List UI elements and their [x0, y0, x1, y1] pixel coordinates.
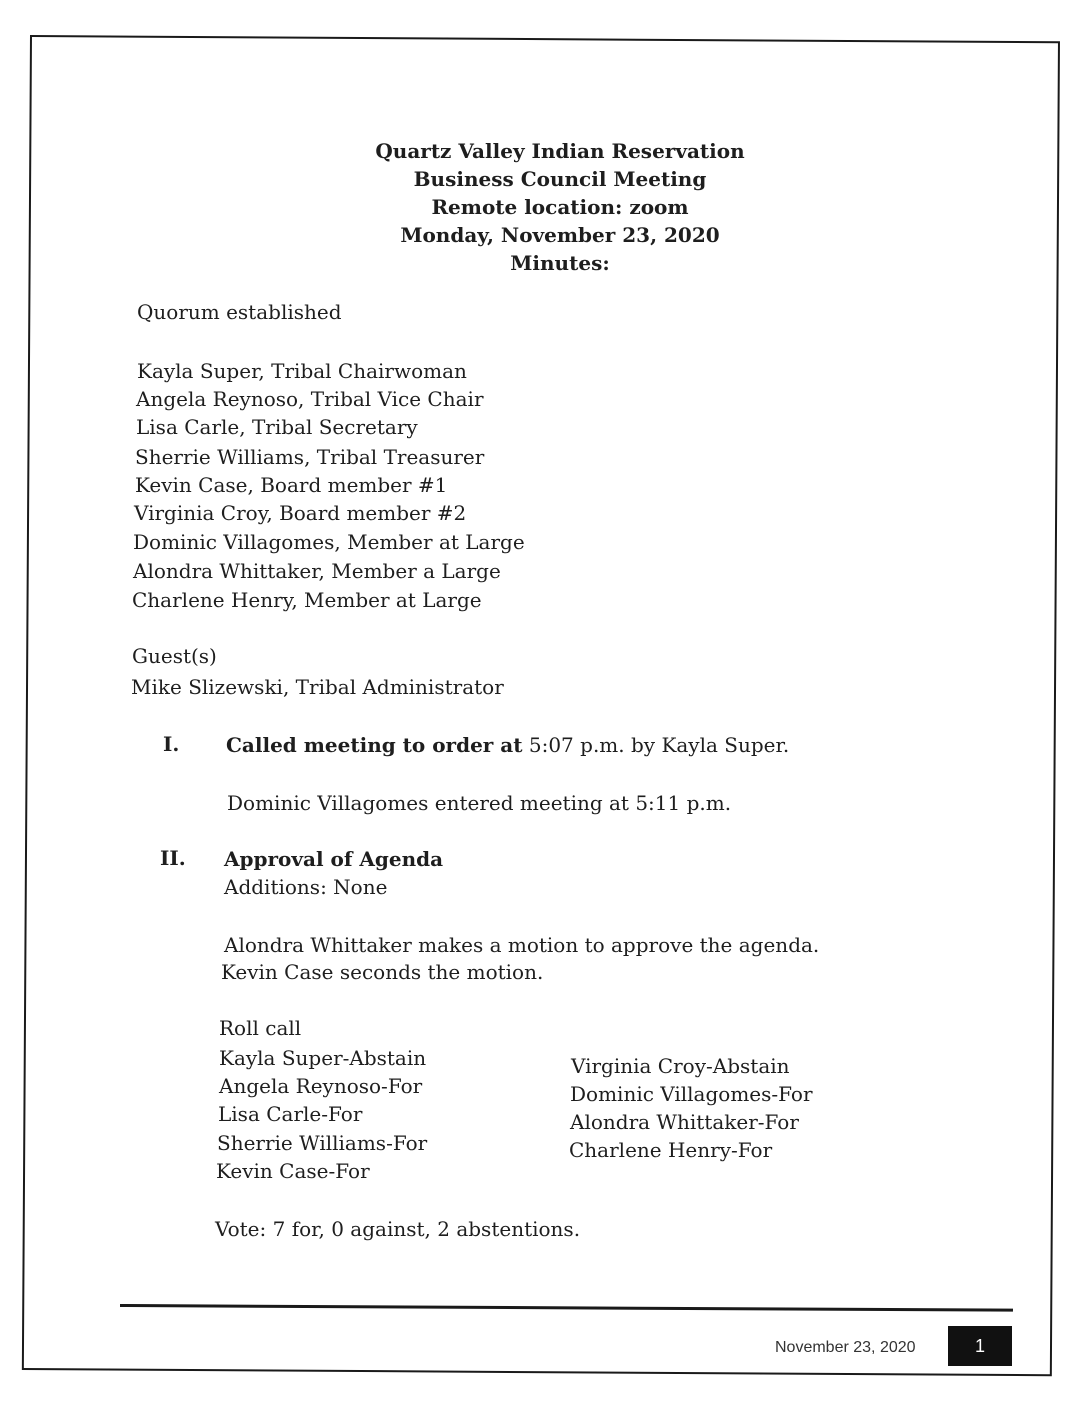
vote-item: Lisa Carle-For	[218, 1102, 363, 1126]
vote-item: Virginia Croy-Abstain	[571, 1054, 790, 1078]
agenda-additions: Additions: None	[224, 875, 388, 899]
roll-call-label: Roll call	[219, 1016, 302, 1040]
attendee-item: Sherrie Williams, Tribal Treasurer	[135, 445, 485, 469]
second-statement: Kevin Case seconds the motion.	[221, 960, 544, 984]
vote-item: Kayla Super-Abstain	[219, 1046, 427, 1070]
section-numeral: I.	[163, 732, 180, 756]
meeting-location: Remote location: zoom	[431, 195, 689, 219]
quorum-statement: Quorum established	[137, 300, 342, 324]
page-number: 1	[948, 1326, 1012, 1366]
guests-label: Guest(s)	[132, 644, 217, 668]
vote-item: Charlene Henry-For	[569, 1138, 773, 1162]
guest-item: Mike Slizewski, Tribal Administrator	[131, 675, 504, 699]
footer-date: November 23, 2020	[775, 1339, 916, 1356]
vote-item: Alondra Whittaker-For	[570, 1110, 799, 1134]
attendee-item: Alondra Whittaker, Member a Large	[133, 559, 501, 583]
vote-item: Angela Reynoso-For	[219, 1074, 423, 1098]
minutes-label: Minutes:	[510, 251, 610, 275]
section-numeral: II.	[160, 846, 186, 870]
section-heading-detail: 5:07 p.m. by Kayla Super.	[522, 733, 790, 757]
vote-item: Sherrie Williams-For	[217, 1131, 428, 1155]
attendee-item: Angela Reynoso, Tribal Vice Chair	[136, 387, 484, 411]
attendee-item: Virginia Croy, Board member #2	[134, 501, 467, 525]
section-heading: Approval of Agenda	[224, 847, 444, 871]
motion-statement: Alondra Whittaker makes a motion to approve the agenda.	[224, 933, 820, 957]
section-heading	[226, 733, 789, 757]
meeting-title: Business Council Meeting	[413, 167, 707, 191]
attendee-item: Lisa Carle, Tribal Secretary	[136, 415, 418, 439]
org-title: Quartz Valley Indian Reservation	[375, 139, 745, 163]
section-heading-bold: Called meeting to order at	[226, 733, 523, 757]
attendee-item: Dominic Villagomes, Member at Large	[133, 530, 525, 554]
vote-result: Vote: 7 for, 0 against, 2 abstentions.	[215, 1217, 581, 1241]
attendee-item: Charlene Henry, Member at Large	[132, 588, 482, 612]
vote-item: Kevin Case-For	[216, 1159, 370, 1183]
attendee-item: Kevin Case, Board member #1	[135, 473, 448, 497]
attendee-item: Kayla Super, Tribal Chairwoman	[137, 359, 467, 383]
meeting-date: Monday, November 23, 2020	[400, 223, 720, 247]
vote-item: Dominic Villagomes-For	[570, 1082, 813, 1106]
section-note: Dominic Villagomes entered meeting at 5:11 p.m.	[227, 791, 732, 815]
